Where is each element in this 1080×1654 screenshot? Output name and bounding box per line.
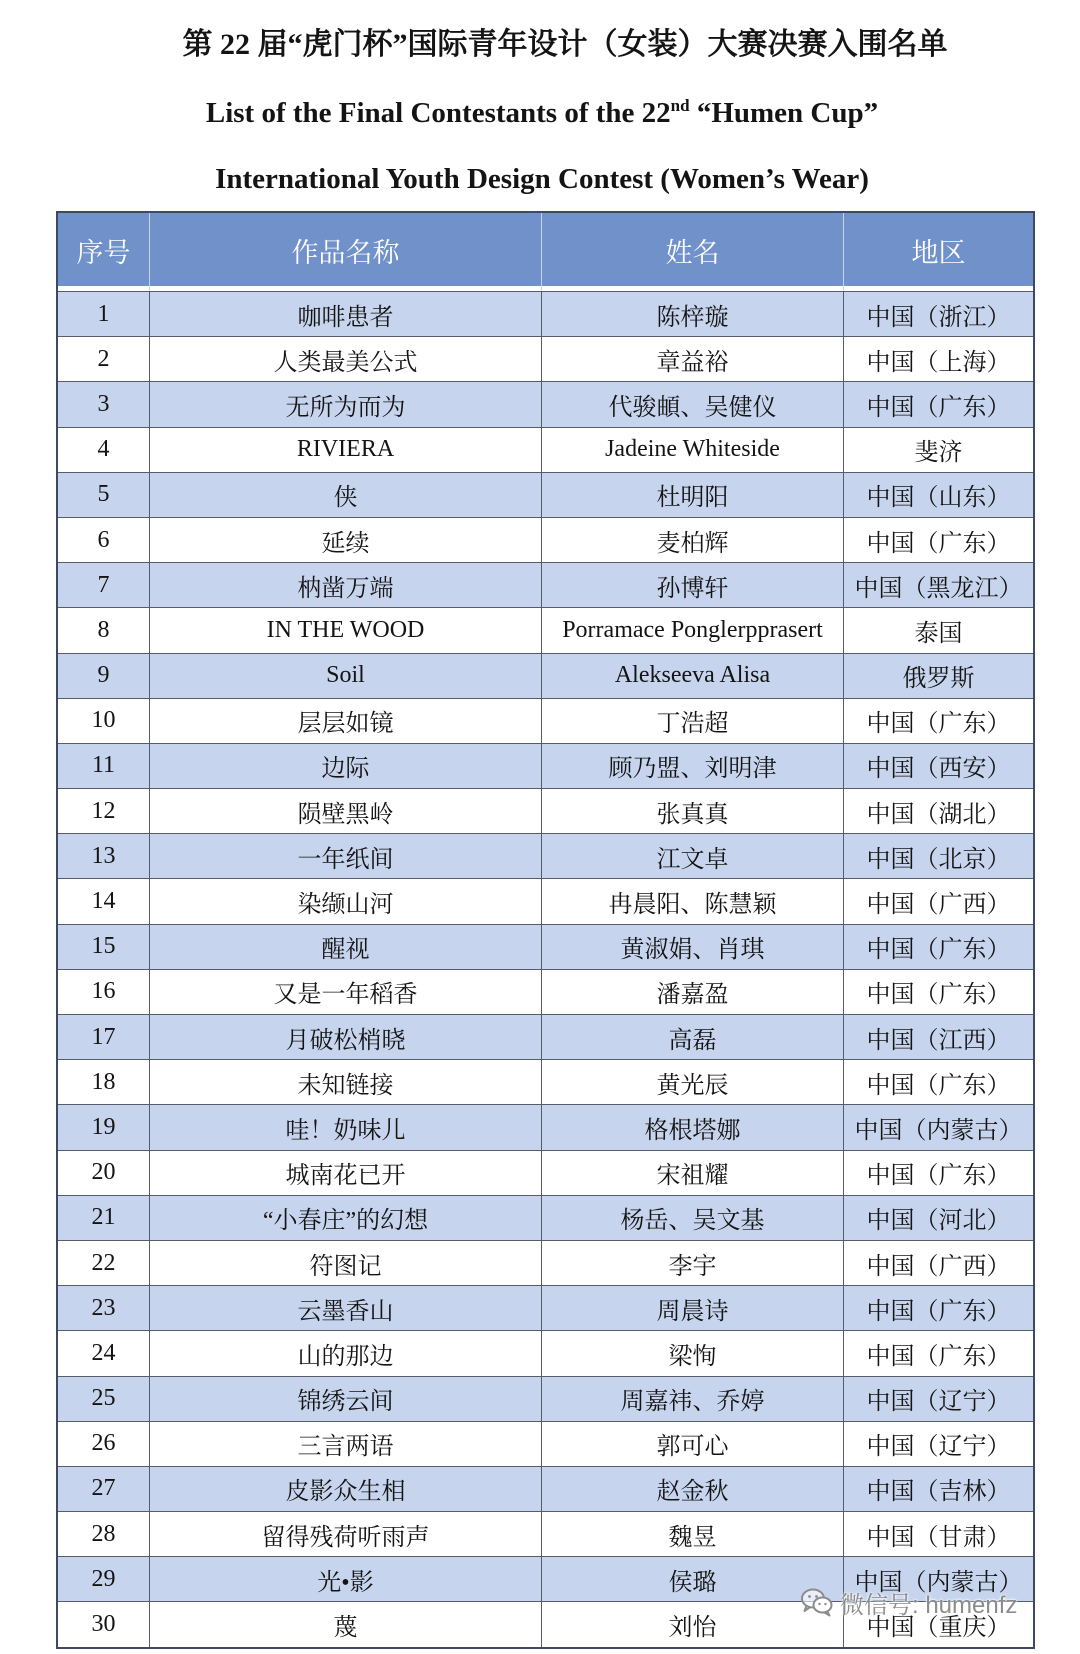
- work-title: 皮影众生相: [150, 1466, 542, 1511]
- work-title: 人类最美公式: [150, 337, 542, 382]
- contestant-name: 黄光辰: [542, 1060, 844, 1105]
- region: 泰国: [844, 608, 1035, 653]
- row-number: 29: [57, 1557, 150, 1602]
- work-title: 染缬山河: [150, 879, 542, 924]
- region: 中国（河北）: [844, 1195, 1035, 1240]
- row-number: 11: [57, 743, 150, 788]
- region: 中国（吉林）: [844, 1466, 1035, 1511]
- row-number: 17: [57, 1015, 150, 1060]
- table-row: [57, 427, 1034, 472]
- row-number: 24: [57, 1331, 150, 1376]
- region: 中国（广东）: [844, 924, 1035, 969]
- region: 中国（湖北）: [844, 789, 1035, 834]
- region: 中国（黑龙江）: [844, 563, 1035, 608]
- region: 中国（广东）: [844, 698, 1035, 743]
- row-number: 2: [57, 337, 150, 382]
- title-english-cup-name: “Humen Cup”: [689, 97, 879, 129]
- contestant-name: 麦柏辉: [542, 517, 844, 562]
- table-body: [57, 292, 1034, 1648]
- contestants-table: [56, 211, 1035, 1649]
- contestant-name: 周嘉祎、乔婷: [542, 1376, 844, 1421]
- row-number: 4: [57, 427, 150, 472]
- table-header: [57, 212, 1034, 292]
- region: 中国（甘肃）: [844, 1512, 1035, 1557]
- table-row: [57, 1195, 1034, 1240]
- region: 中国（浙江）: [844, 292, 1035, 337]
- contestant-name: 杜明阳: [542, 472, 844, 517]
- table-row: [57, 1331, 1034, 1376]
- work-title: 陨壁黑岭: [150, 789, 542, 834]
- row-number: 10: [57, 698, 150, 743]
- contestant-name: 黄淑娟、肖琪: [542, 924, 844, 969]
- work-title: 符图记: [150, 1240, 542, 1285]
- contestant-name: 冉晨阳、陈慧颖: [542, 879, 844, 924]
- contestant-name: 郭可心: [542, 1421, 844, 1466]
- work-title: 哇！奶味儿: [150, 1105, 542, 1150]
- table-row: [57, 743, 1034, 788]
- table-row: [57, 563, 1034, 608]
- contestant-name: 刘怡: [542, 1602, 844, 1648]
- region: 中国（广东）: [844, 382, 1035, 427]
- header-row: [57, 212, 1034, 292]
- region: 中国（内蒙古）: [844, 1557, 1035, 1602]
- work-title: IN THE WOOD: [150, 608, 542, 653]
- row-number: 1: [57, 292, 150, 337]
- header-number: 序号: [57, 212, 150, 292]
- table-row: [57, 292, 1034, 337]
- table-row: [57, 337, 1034, 382]
- title-chinese: 第 22 届“虎门杯”国际青年设计（女装）大赛决赛入围名单: [182, 28, 948, 61]
- title-english-line1: [56, 94, 1028, 132]
- table-row: [57, 1286, 1034, 1331]
- work-title: Soil: [150, 653, 542, 698]
- table-row: [57, 1105, 1034, 1150]
- region: 中国（广东）: [844, 969, 1035, 1014]
- row-number: 25: [57, 1376, 150, 1421]
- table-row: [57, 608, 1034, 653]
- region: 中国（江西）: [844, 1015, 1035, 1060]
- row-number: 16: [57, 969, 150, 1014]
- work-title: 城南花已开: [150, 1150, 542, 1195]
- contestant-name: 梁恂: [542, 1331, 844, 1376]
- wechat-icon: [800, 1587, 834, 1617]
- wechat-icon-bubble-small: [814, 1598, 832, 1613]
- header-region: 地区: [844, 212, 1035, 292]
- contestant-name: 魏昱: [542, 1512, 844, 1557]
- work-title: 边际: [150, 743, 542, 788]
- table-row: [57, 1512, 1034, 1557]
- row-number: 15: [57, 924, 150, 969]
- region: 中国（广东）: [844, 1150, 1035, 1195]
- table-row: [57, 1376, 1034, 1421]
- contestant-name: 孙博轩: [542, 563, 844, 608]
- wechat-icon-eye: [818, 1603, 820, 1605]
- table-row: [57, 1240, 1034, 1285]
- contestant-name: 潘嘉盈: [542, 969, 844, 1014]
- contestant-name: 李宇: [542, 1240, 844, 1285]
- row-number: 28: [57, 1512, 150, 1557]
- row-number: 21: [57, 1195, 150, 1240]
- title-english-line2: International Youth Design Contest (Women’s Wear): [215, 163, 869, 195]
- table-row: [57, 879, 1034, 924]
- contestant-name: 陈梓璇: [542, 292, 844, 337]
- row-number: 5: [57, 472, 150, 517]
- watermark: [800, 1584, 1017, 1620]
- table-row: [57, 653, 1034, 698]
- row-number: 9: [57, 653, 150, 698]
- contestant-name: 周晨诗: [542, 1286, 844, 1331]
- region: 中国（上海）: [844, 337, 1035, 382]
- wechat-icon-eye: [824, 1603, 826, 1605]
- contestant-name: 宋祖耀: [542, 1150, 844, 1195]
- table-row: [57, 472, 1034, 517]
- contestant-name: 顾乃盟、刘明津: [542, 743, 844, 788]
- wechat-icon-graphic: [800, 1587, 834, 1617]
- table-row: [57, 789, 1034, 834]
- region: 中国（广西）: [844, 1240, 1035, 1285]
- row-number: 14: [57, 879, 150, 924]
- table-row: [57, 517, 1034, 562]
- region: 中国（北京）: [844, 834, 1035, 879]
- contestant-name: 高磊: [542, 1015, 844, 1060]
- table-row: [57, 969, 1034, 1014]
- contestant-name: 张真真: [542, 789, 844, 834]
- region: 中国（辽宁）: [844, 1421, 1035, 1466]
- table-row: [57, 1150, 1034, 1195]
- work-title: 三言两语: [150, 1421, 542, 1466]
- region: 中国（重庆）: [844, 1602, 1035, 1648]
- row-number: 19: [57, 1105, 150, 1150]
- work-title: 层层如镜: [150, 698, 542, 743]
- region: 中国（广东）: [844, 1060, 1035, 1105]
- work-title: 醒视: [150, 924, 542, 969]
- region: 中国（山东）: [844, 472, 1035, 517]
- work-title: 侠: [150, 472, 542, 517]
- row-number: 26: [57, 1421, 150, 1466]
- work-title: 咖啡患者: [150, 292, 542, 337]
- region: 中国（西安）: [844, 743, 1035, 788]
- row-number: 8: [57, 608, 150, 653]
- title-english-line1-text: List of the Final Contestants of the 22: [205, 97, 671, 129]
- row-number: 18: [57, 1060, 150, 1105]
- row-number: 13: [57, 834, 150, 879]
- watermark-text: 微信号: humenfz: [840, 1591, 1018, 1619]
- work-title: 月破松梢晓: [150, 1015, 542, 1060]
- contestant-name: 杨岳、吴文基: [542, 1195, 844, 1240]
- work-title: 无所为而为: [150, 382, 542, 427]
- region: 中国（广西）: [844, 879, 1035, 924]
- region: 中国（广东）: [844, 517, 1035, 562]
- region: 中国（辽宁）: [844, 1376, 1035, 1421]
- table-row: [57, 1466, 1034, 1511]
- row-number: 3: [57, 382, 150, 427]
- row-number: 22: [57, 1240, 150, 1285]
- row-number: 20: [57, 1150, 150, 1195]
- work-title: 枘凿万端: [150, 563, 542, 608]
- title-english-ordinal-suffix: nd: [670, 96, 690, 115]
- work-title: “小春庄”的幻想: [150, 1195, 542, 1240]
- contestant-name: 江文卓: [542, 834, 844, 879]
- table-row: [57, 834, 1034, 879]
- row-number: 27: [57, 1466, 150, 1511]
- region: 斐济: [844, 427, 1035, 472]
- work-title: 一年纸间: [150, 834, 542, 879]
- header-name: 姓名: [542, 212, 844, 292]
- table-row: [57, 698, 1034, 743]
- work-title: 光•影: [150, 1557, 542, 1602]
- work-title: 蔑: [150, 1602, 542, 1648]
- wechat-icon-eye: [815, 1595, 818, 1598]
- contestant-name: 丁浩超: [542, 698, 844, 743]
- contestant-name: Porramace Ponglerpprasert: [542, 608, 844, 653]
- wechat-icon-eye: [808, 1595, 811, 1598]
- header-work-title: 作品名称: [150, 212, 542, 292]
- work-title: 山的那边: [150, 1331, 542, 1376]
- contestant-name: 侯璐: [542, 1557, 844, 1602]
- work-title: 未知链接: [150, 1060, 542, 1105]
- row-number: 12: [57, 789, 150, 834]
- contestant-name: 章益裕: [542, 337, 844, 382]
- contestant-name: 代骏頔、吴健仪: [542, 382, 844, 427]
- contestant-name: Jadeine Whiteside: [542, 427, 844, 472]
- row-number: 7: [57, 563, 150, 608]
- region: 俄罗斯: [844, 653, 1035, 698]
- contestant-name: 赵金秋: [542, 1466, 844, 1511]
- work-title: 延续: [150, 517, 542, 562]
- work-title: RIVIERA: [150, 427, 542, 472]
- contestant-name: 格根塔娜: [542, 1105, 844, 1150]
- work-title: 云墨香山: [150, 1286, 542, 1331]
- region: 中国（广东）: [844, 1331, 1035, 1376]
- work-title: 留得残荷听雨声: [150, 1512, 542, 1557]
- table-row: [57, 1015, 1034, 1060]
- table-row: [57, 924, 1034, 969]
- contestant-name: Alekseeva Alisa: [542, 653, 844, 698]
- row-number: 23: [57, 1286, 150, 1331]
- region: 中国（内蒙古）: [844, 1105, 1035, 1150]
- table-row: [57, 382, 1034, 427]
- row-number: 30: [57, 1602, 150, 1648]
- work-title: 又是一年稻香: [150, 969, 542, 1014]
- row-number: 6: [57, 517, 150, 562]
- table-row: [57, 1421, 1034, 1466]
- region: 中国（广东）: [844, 1286, 1035, 1331]
- table-row: [57, 1060, 1034, 1105]
- work-title: 锦绣云间: [150, 1376, 542, 1421]
